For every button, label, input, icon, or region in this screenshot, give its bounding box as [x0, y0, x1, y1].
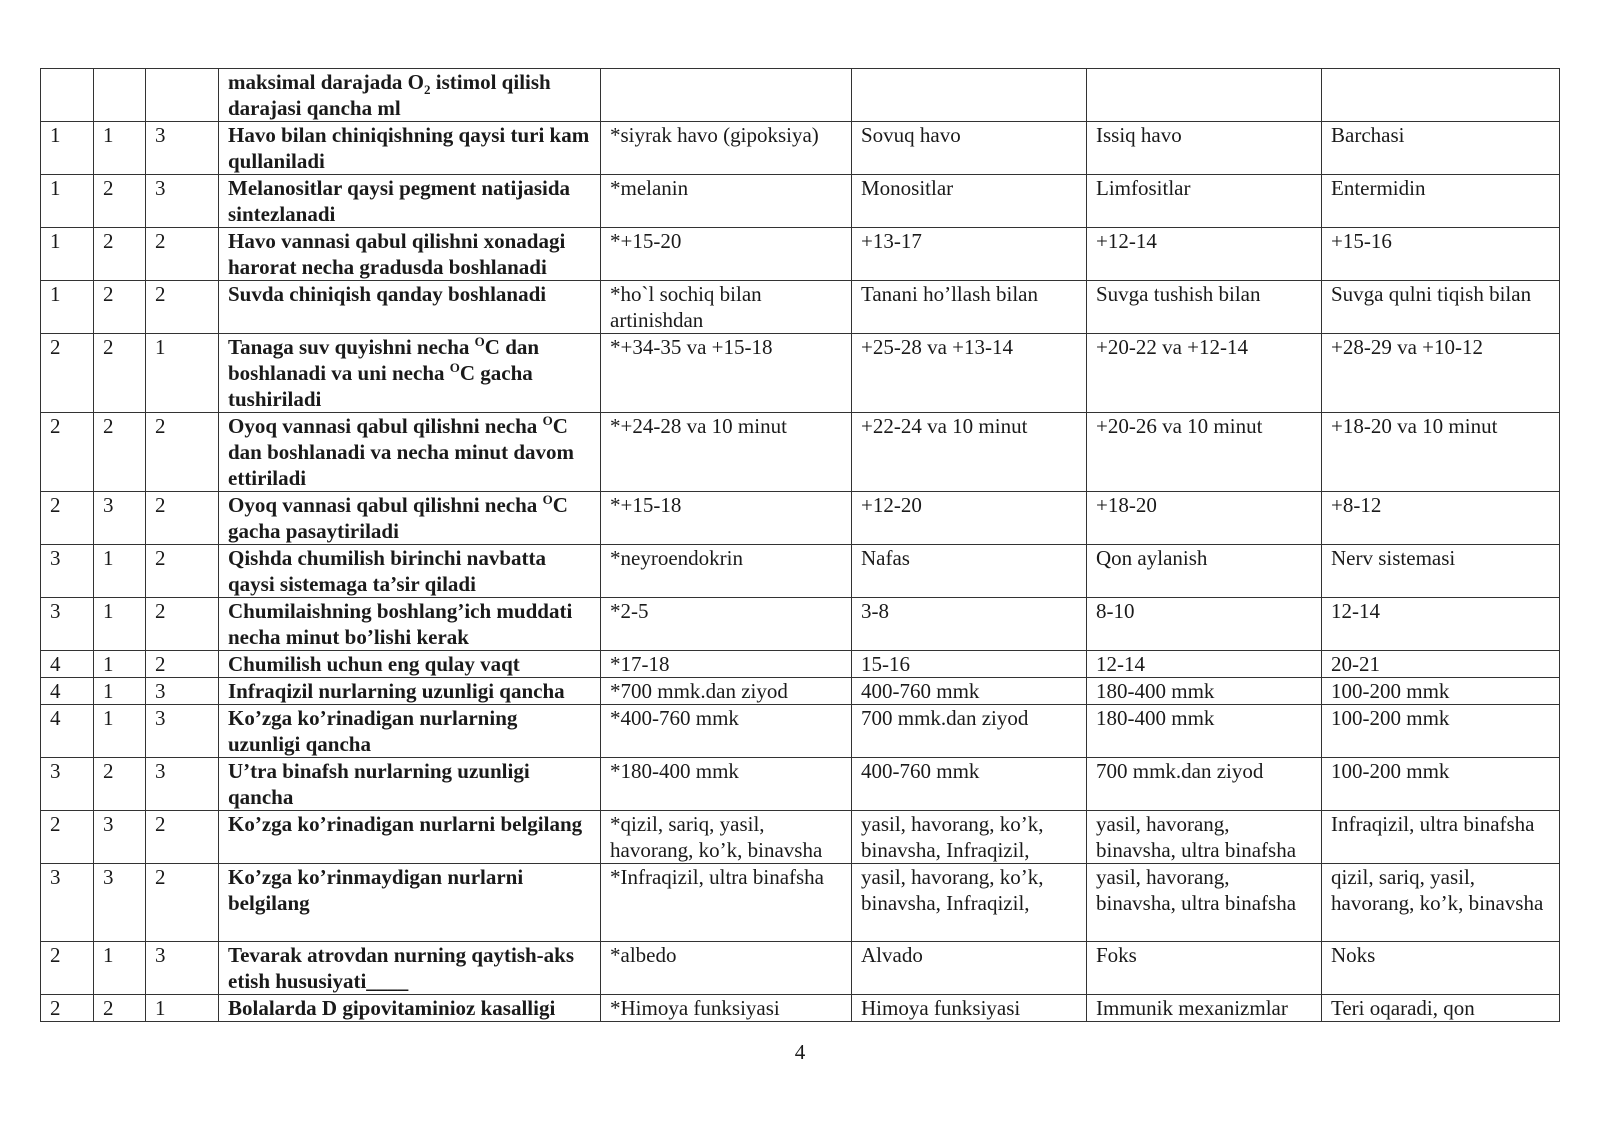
col-category-cell: [94, 69, 146, 122]
col-difficulty-cell: 3: [146, 942, 219, 995]
col-category-cell: 1: [94, 678, 146, 705]
degree-superscript: O: [474, 334, 485, 349]
question-text: Chumilaishning boshlang’ich muddati necha minut bo’lishi kerak: [228, 599, 573, 649]
answer-option-cell: 12-14: [1322, 598, 1560, 651]
table-row: [41, 175, 1560, 228]
answer-option-cell: +25-28 va +13-14: [852, 334, 1087, 413]
col-category-cell: 3: [94, 864, 146, 942]
question-text: U’tra binafsh nurlarning uzunligi qancha: [228, 759, 530, 809]
answer-option-cell: +22-24 va 10 minut: [852, 413, 1087, 492]
table-row: [41, 651, 1560, 678]
answer-option-cell: Infraqizil, ultra binafsha: [1322, 811, 1560, 864]
answer-option-cell: 12-14: [1087, 651, 1322, 678]
answer-option-cell: Teri oqaradi, qon: [1322, 995, 1560, 1022]
col-category-cell: 2: [94, 228, 146, 281]
answer-option-cell: +20-22 va +12-14: [1087, 334, 1322, 413]
answer-option-cell: qizil, sariq, yasil, havorang, ko’k, binavsha: [1322, 864, 1560, 942]
col-level-cell: 4: [41, 705, 94, 758]
question-table: [40, 68, 1560, 1022]
answer-option-cell: Immunik mexanizmlar: [1087, 995, 1322, 1022]
question-text: Chumilish uchun eng qulay vaqt: [228, 652, 520, 676]
answer-option-cell: 15-16: [852, 651, 1087, 678]
col-difficulty-cell: 3: [146, 758, 219, 811]
degree-superscript: O: [449, 360, 460, 375]
answer-option-cell: Noks: [1322, 942, 1560, 995]
answer-option-cell: Suvga qulni tiqish bilan: [1322, 281, 1560, 334]
question-text: C gacha pasaytiriladi: [228, 493, 568, 543]
col-category-cell: 2: [94, 413, 146, 492]
col-difficulty-cell: 2: [146, 281, 219, 334]
col-difficulty-cell: 2: [146, 413, 219, 492]
question-text: C dan boshlanadi va uni necha: [228, 335, 540, 385]
answer-option-cell: 8-10: [1087, 598, 1322, 651]
question-cell: [219, 678, 601, 705]
col-category-cell: 3: [94, 492, 146, 545]
answer-option-cell: yasil, havorang, binavsha, ultra binafsha: [1087, 811, 1322, 864]
question-text: Ko’zga ko’rinadigan nurlarni belgilang: [228, 812, 583, 836]
col-level-cell: 2: [41, 413, 94, 492]
answer-correct-cell: *Himoya funksiyasi: [601, 995, 852, 1022]
answer-correct-cell: *siyrak havo (gipoksiya): [601, 122, 852, 175]
answer-option-cell: Nafas: [852, 545, 1087, 598]
answer-option-cell: yasil, havorang, ko’k, binavsha, Infraqizil,: [852, 811, 1087, 864]
question-cell: [219, 492, 601, 545]
table-row: [41, 492, 1560, 545]
question-cell: [219, 705, 601, 758]
answer-option-cell: +15-16: [1322, 228, 1560, 281]
answer-option-cell: +12-14: [1087, 228, 1322, 281]
col-level-cell: 3: [41, 598, 94, 651]
answer-correct-cell: *ho`l sochiq bilan artinishdan: [601, 281, 852, 334]
col-difficulty-cell: 2: [146, 651, 219, 678]
question-cell: [219, 281, 601, 334]
col-category-cell: 1: [94, 705, 146, 758]
col-level-cell: 1: [41, 175, 94, 228]
answer-option-cell: 180-400 mmk: [1087, 705, 1322, 758]
col-difficulty-cell: 2: [146, 228, 219, 281]
col-difficulty-cell: 1: [146, 995, 219, 1022]
answer-option-cell: yasil, havorang, ko’k, binavsha, Infraqizil,: [852, 864, 1087, 942]
col-category-cell: 3: [94, 811, 146, 864]
col-difficulty-cell: 1: [146, 334, 219, 413]
question-text: C gacha tushiriladi: [228, 361, 533, 411]
question-cell: [219, 758, 601, 811]
answer-option-cell: +13-17: [852, 228, 1087, 281]
question-cell: [219, 995, 601, 1022]
col-difficulty-cell: 2: [146, 545, 219, 598]
answer-option-cell: [852, 69, 1087, 122]
answer-option-cell: 400-760 mmk: [852, 678, 1087, 705]
question-text: Havo bilan chiniqishning qaysi turi kam qullaniladi: [228, 123, 590, 173]
table-row: [41, 122, 1560, 175]
table-row: [41, 678, 1560, 705]
question-cell: [219, 122, 601, 175]
table-row: [41, 545, 1560, 598]
col-level-cell: [41, 69, 94, 122]
answer-option-cell: 100-200 mmk: [1322, 705, 1560, 758]
table-row: [41, 758, 1560, 811]
col-level-cell: 3: [41, 545, 94, 598]
col-difficulty-cell: 3: [146, 122, 219, 175]
answer-option-cell: Foks: [1087, 942, 1322, 995]
col-difficulty-cell: 3: [146, 175, 219, 228]
question-cell: [219, 651, 601, 678]
answer-correct-cell: *17-18: [601, 651, 852, 678]
col-category-cell: 1: [94, 651, 146, 678]
answer-option-cell: Barchasi: [1322, 122, 1560, 175]
answer-option-cell: yasil, havorang, binavsha, ultra binafsha: [1087, 864, 1322, 942]
col-level-cell: 1: [41, 281, 94, 334]
answer-option-cell: 700 mmk.dan ziyod: [852, 705, 1087, 758]
table-row: [41, 598, 1560, 651]
answer-option-cell: +18-20 va 10 minut: [1322, 413, 1560, 492]
question-cell: [219, 545, 601, 598]
answer-option-cell: 100-200 mmk: [1322, 758, 1560, 811]
answer-option-cell: Alvado: [852, 942, 1087, 995]
question-text: Infraqizil nurlarning uzunligi qancha: [228, 679, 565, 703]
col-level-cell: 3: [41, 864, 94, 942]
col-category-cell: 2: [94, 281, 146, 334]
table-row: [41, 413, 1560, 492]
answer-option-cell: +18-20: [1087, 492, 1322, 545]
answer-option-cell: Issiq havo: [1087, 122, 1322, 175]
answer-option-cell: Entermidin: [1322, 175, 1560, 228]
question-text: Oyoq vannasi qabul qilishni necha: [228, 414, 543, 438]
answer-correct-cell: *Infraqizil, ultra binafsha: [601, 864, 852, 942]
col-level-cell: 2: [41, 334, 94, 413]
col-category-cell: 1: [94, 545, 146, 598]
answer-correct-cell: *melanin: [601, 175, 852, 228]
answer-option-cell: +8-12: [1322, 492, 1560, 545]
table-row: [41, 995, 1560, 1022]
col-difficulty-cell: 2: [146, 598, 219, 651]
table-row: [41, 281, 1560, 334]
answer-correct-cell: *700 mmk.dan ziyod: [601, 678, 852, 705]
question-cell: [219, 69, 601, 122]
answer-option-cell: Suvga tushish bilan: [1087, 281, 1322, 334]
table-row: [41, 864, 1560, 942]
col-category-cell: 2: [94, 334, 146, 413]
col-level-cell: 3: [41, 758, 94, 811]
question-text: Tevarak atrovdan nurning qaytish-aks etish hususiyati____: [228, 943, 575, 993]
answer-correct-cell: *+24-28 va 10 minut: [601, 413, 852, 492]
question-text: Oyoq vannasi qabul qilishni necha: [228, 493, 543, 517]
col-level-cell: 4: [41, 651, 94, 678]
answer-option-cell: Nerv sistemasi: [1322, 545, 1560, 598]
col-category-cell: 2: [94, 175, 146, 228]
question-text: Ko’zga ko’rinmaydigan nurlarni belgilang: [228, 865, 524, 915]
answer-correct-cell: *neyroendokrin: [601, 545, 852, 598]
question-text: Tanaga suv quyishni necha: [228, 335, 475, 359]
answer-option-cell: Tanani ho’llash bilan: [852, 281, 1087, 334]
question-text: maksimal darajada O: [228, 70, 425, 94]
table-row: [41, 811, 1560, 864]
col-difficulty-cell: 2: [146, 864, 219, 942]
col-difficulty-cell: 3: [146, 705, 219, 758]
question-text: Havo vannasi qabul qilishni xonadagi harorat necha gradusda boshlanadi: [228, 229, 566, 279]
answer-option-cell: 3-8: [852, 598, 1087, 651]
table-row: [41, 69, 1560, 122]
degree-superscript: O: [542, 413, 553, 428]
question-text: Ko’zga ko’rinadigan nurlarning uzunligi qancha: [228, 706, 518, 756]
question-cell: [219, 228, 601, 281]
answer-option-cell: [1087, 69, 1322, 122]
answer-correct-cell: *2-5: [601, 598, 852, 651]
answer-option-cell: 100-200 mmk: [1322, 678, 1560, 705]
col-level-cell: 1: [41, 228, 94, 281]
question-cell: [219, 598, 601, 651]
question-cell: [219, 811, 601, 864]
answer-option-cell: 20-21: [1322, 651, 1560, 678]
question-cell: [219, 413, 601, 492]
answer-option-cell: Sovuq havo: [852, 122, 1087, 175]
answer-correct-cell: *180-400 mmk: [601, 758, 852, 811]
answer-option-cell: Qon aylanish: [1087, 545, 1322, 598]
table-body: [41, 69, 1560, 1022]
document-page: [40, 68, 1559, 1022]
table-row: [41, 228, 1560, 281]
answer-correct-cell: *400-760 mmk: [601, 705, 852, 758]
col-level-cell: 2: [41, 942, 94, 995]
answer-correct-cell: *+34-35 va +15-18: [601, 334, 852, 413]
answer-correct-cell: *qizil, sariq, yasil, havorang, ko’k, binavsha: [601, 811, 852, 864]
degree-superscript: O: [542, 492, 553, 507]
col-level-cell: 1: [41, 122, 94, 175]
table-row: [41, 942, 1560, 995]
col-level-cell: 2: [41, 995, 94, 1022]
question-text: istimol qilish darajasi qancha ml: [228, 70, 551, 120]
question-cell: [219, 942, 601, 995]
col-difficulty-cell: 3: [146, 678, 219, 705]
col-difficulty-cell: 2: [146, 492, 219, 545]
answer-option-cell: +20-26 va 10 minut: [1087, 413, 1322, 492]
col-category-cell: 1: [94, 598, 146, 651]
answer-option-cell: 700 mmk.dan ziyod: [1087, 758, 1322, 811]
col-level-cell: 2: [41, 492, 94, 545]
question-text: Melanositlar qaysi pegment natijasida sintezlanadi: [228, 176, 571, 226]
table-row: [41, 705, 1560, 758]
col-category-cell: 1: [94, 122, 146, 175]
answer-option-cell: +12-20: [852, 492, 1087, 545]
page-number: 4: [794, 1040, 806, 1064]
question-text: Bolalarda D gipovitaminioz kasalligi: [228, 996, 556, 1020]
col-difficulty-cell: 2: [146, 811, 219, 864]
question-text: C dan boshlanadi va necha minut davom ettiriladi: [228, 414, 575, 490]
col-category-cell: 2: [94, 995, 146, 1022]
answer-option-cell: Limfositlar: [1087, 175, 1322, 228]
question-cell: [219, 864, 601, 942]
question-cell: [219, 334, 601, 413]
col-level-cell: 4: [41, 678, 94, 705]
col-category-cell: 1: [94, 942, 146, 995]
answer-option-cell: Monositlar: [852, 175, 1087, 228]
answer-option-cell: Himoya funksiyasi: [852, 995, 1087, 1022]
question-text: Qishda chumilish birinchi navbatta qaysi sistemaga ta’sir qiladi: [228, 546, 547, 596]
answer-correct-cell: *+15-20: [601, 228, 852, 281]
col-difficulty-cell: [146, 69, 219, 122]
answer-option-cell: 400-760 mmk: [852, 758, 1087, 811]
answer-option-cell: [1322, 69, 1560, 122]
question-text: Suvda chiniqish qanday boshlanadi: [228, 282, 547, 306]
answer-correct-cell: [601, 69, 852, 122]
subscript: 2: [424, 82, 431, 98]
col-level-cell: 2: [41, 811, 94, 864]
answer-correct-cell: *albedo: [601, 942, 852, 995]
table-row: [41, 334, 1560, 413]
col-category-cell: 2: [94, 758, 146, 811]
question-cell: [219, 175, 601, 228]
answer-option-cell: +28-29 va +10-12: [1322, 334, 1560, 413]
answer-option-cell: 180-400 mmk: [1087, 678, 1322, 705]
answer-correct-cell: *+15-18: [601, 492, 852, 545]
